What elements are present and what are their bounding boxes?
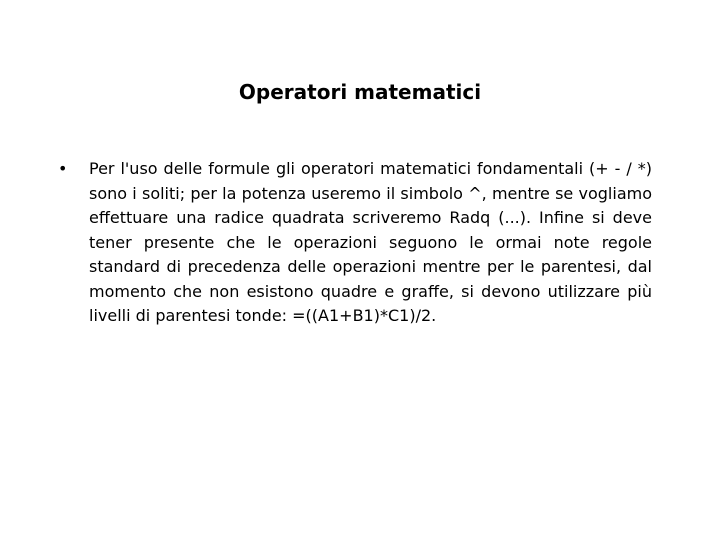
slide-title: Operatori matematici bbox=[238, 80, 482, 104]
bullet-marker: • bbox=[58, 159, 68, 178]
bullet-item bbox=[58, 157, 652, 329]
bullet-list bbox=[58, 157, 652, 329]
bullet-text: Per l'uso delle formule gli operatori matematici fondamentali (+ - / *) sono i soliti; per la potenza useremo il simbolo ^, mentre se vogliamo effettuare una radice quadrata scriveremo Radq (...). Infine si deve tener presente che le operazioni seguono le ormai note regole standard di precedenza delle operazioni mentre per le parentesi, dal momento che non esistono quadre e graffe, si devono utilizzare più livelli di parentesi tonde: =((A1+B1)*C1)/2. bbox=[89, 159, 652, 325]
